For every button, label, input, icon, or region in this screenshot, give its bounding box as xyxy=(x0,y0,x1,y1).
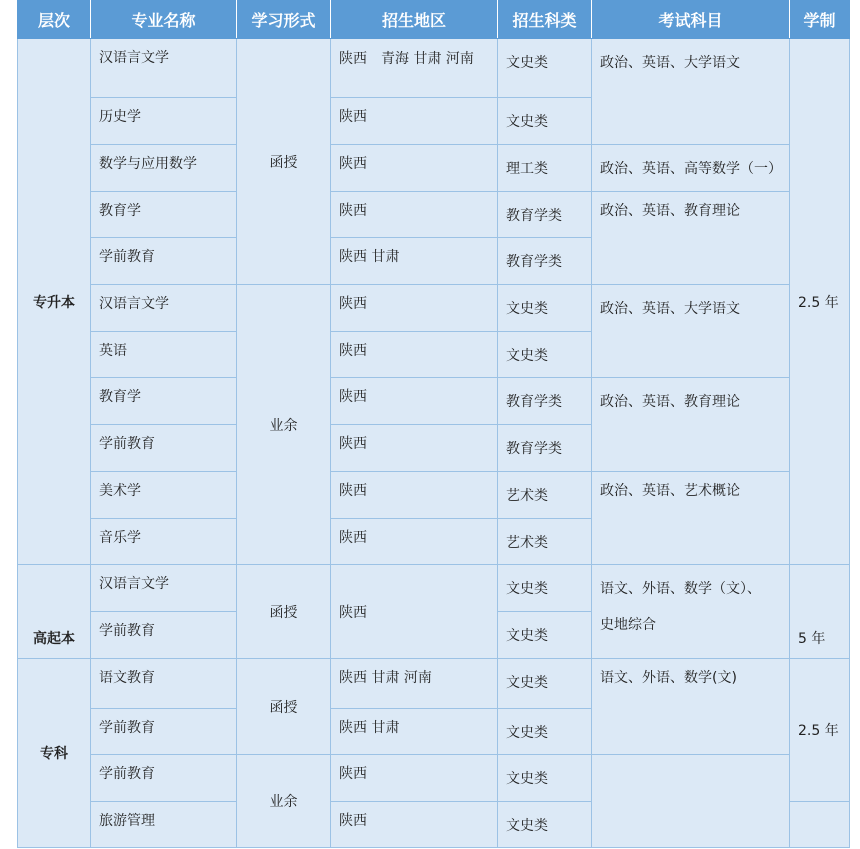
category-cell: 文史类 xyxy=(506,818,548,834)
region-cell: 陕西 xyxy=(339,296,367,312)
subjects-cell: 政治、英语、高等数学（一） xyxy=(600,161,782,177)
region-cell: 陕西 青海 甘肃 河南 xyxy=(339,51,474,67)
subjects-cell: 政治、英语、教育理论 xyxy=(600,394,740,410)
category-cell: 文史类 xyxy=(506,114,548,130)
form-cell: 业余 xyxy=(237,755,331,848)
major-cell: 英语 xyxy=(99,343,127,359)
major-cell: 旅游管理 xyxy=(99,813,155,829)
region-cell: 陕西 甘肃 xyxy=(339,720,400,736)
category-cell: 理工类 xyxy=(506,161,548,177)
level-cell: 高起本 xyxy=(18,565,91,659)
duration-cell: 2.5 年 xyxy=(790,39,850,565)
major-cell: 汉语言文学 xyxy=(99,50,169,66)
category-cell: 文史类 xyxy=(506,301,548,317)
table-row xyxy=(18,145,850,192)
major-cell: 教育学 xyxy=(99,203,141,219)
category-cell: 文史类 xyxy=(506,348,548,364)
header-category: 招生科类 xyxy=(498,1,592,39)
subjects-cell-empty xyxy=(592,755,790,848)
region-cell: 陕西 xyxy=(339,766,367,782)
table-row xyxy=(18,378,850,425)
subjects-cell-line2: 史地综合 xyxy=(600,617,656,633)
table-row xyxy=(18,565,850,612)
table-row xyxy=(18,192,850,238)
level-cell: 专升本 xyxy=(18,39,91,565)
duration-cell: 5 年 xyxy=(790,565,850,659)
subjects-cell: 语文、外语、数学（文）、 xyxy=(600,581,761,597)
category-cell: 艺术类 xyxy=(506,535,548,551)
table-row xyxy=(18,285,850,332)
form-cell: 函授 xyxy=(237,659,331,755)
category-cell: 文史类 xyxy=(506,628,548,644)
region-cell: 陕西 xyxy=(339,389,367,405)
category-cell: 教育学类 xyxy=(506,441,562,457)
subjects-cell: 政治、英语、艺术概论 xyxy=(600,483,740,499)
header-subjects: 考试科目 xyxy=(592,1,790,39)
region-cell: 陕西 xyxy=(339,436,367,452)
major-cell: 美术学 xyxy=(99,483,141,499)
major-cell: 语文教育 xyxy=(99,670,155,686)
major-cell: 音乐学 xyxy=(99,530,141,546)
region-cell: 陕西 甘肃 xyxy=(339,249,400,265)
subjects-cell: 语文、外语、数学(文) xyxy=(600,670,737,686)
region-cell: 陕西 甘肃 河南 xyxy=(339,670,432,686)
region-cell: 陕西 xyxy=(339,483,367,499)
major-cell: 学前教育 xyxy=(99,249,155,265)
subjects-cell: 政治、英语、大学语文 xyxy=(600,301,740,317)
duration-cell-empty xyxy=(790,802,850,848)
subjects-cell: 政治、英语、教育理论 xyxy=(600,203,740,219)
form-cell: 业余 xyxy=(237,285,331,565)
major-cell: 历史学 xyxy=(99,109,141,125)
header-major: 专业名称 xyxy=(91,1,237,39)
major-cell: 学前教育 xyxy=(99,623,155,639)
category-cell: 教育学类 xyxy=(506,254,562,270)
table-row xyxy=(18,755,850,802)
category-cell: 文史类 xyxy=(506,55,548,71)
region-cell: 陕西 xyxy=(339,109,367,125)
region-cell: 陕西 xyxy=(339,530,367,546)
form-cell: 函授 xyxy=(237,39,331,285)
category-cell: 文史类 xyxy=(506,771,548,787)
major-cell: 教育学 xyxy=(99,389,141,405)
region-cell: 陕西 xyxy=(339,156,367,172)
level-cell: 专科 xyxy=(18,659,91,848)
category-cell: 艺术类 xyxy=(506,488,548,504)
subjects-cell: 政治、英语、大学语文 xyxy=(600,55,740,71)
category-cell: 文史类 xyxy=(506,725,548,741)
header-level: 层次 xyxy=(18,1,91,39)
header-row xyxy=(18,1,850,39)
major-cell: 汉语言文学 xyxy=(99,576,169,592)
table-row xyxy=(18,472,850,519)
enrollment-table xyxy=(17,0,850,848)
duration-cell: 2.5 年 xyxy=(790,659,850,802)
header-region: 招生地区 xyxy=(331,1,498,39)
region-cell: 陕西 xyxy=(339,343,367,359)
major-cell: 学前教育 xyxy=(99,436,155,452)
major-cell: 汉语言文学 xyxy=(99,296,169,312)
major-cell: 学前教育 xyxy=(99,766,155,782)
category-cell: 文史类 xyxy=(506,675,548,691)
category-cell: 教育学类 xyxy=(506,208,562,224)
region-cell: 陕西 xyxy=(339,813,367,829)
region-cell: 陕西 xyxy=(339,203,367,219)
header-duration: 学制 xyxy=(790,1,850,39)
region-cell: 陕西 xyxy=(331,565,498,659)
category-cell: 文史类 xyxy=(506,581,548,597)
major-cell: 学前教育 xyxy=(99,720,155,736)
header-form: 学习形式 xyxy=(237,1,331,39)
category-cell: 教育学类 xyxy=(506,394,562,410)
table-row xyxy=(18,39,850,98)
form-cell: 函授 xyxy=(237,565,331,659)
major-cell: 数学与应用数学 xyxy=(99,156,197,172)
table-row xyxy=(18,659,850,709)
